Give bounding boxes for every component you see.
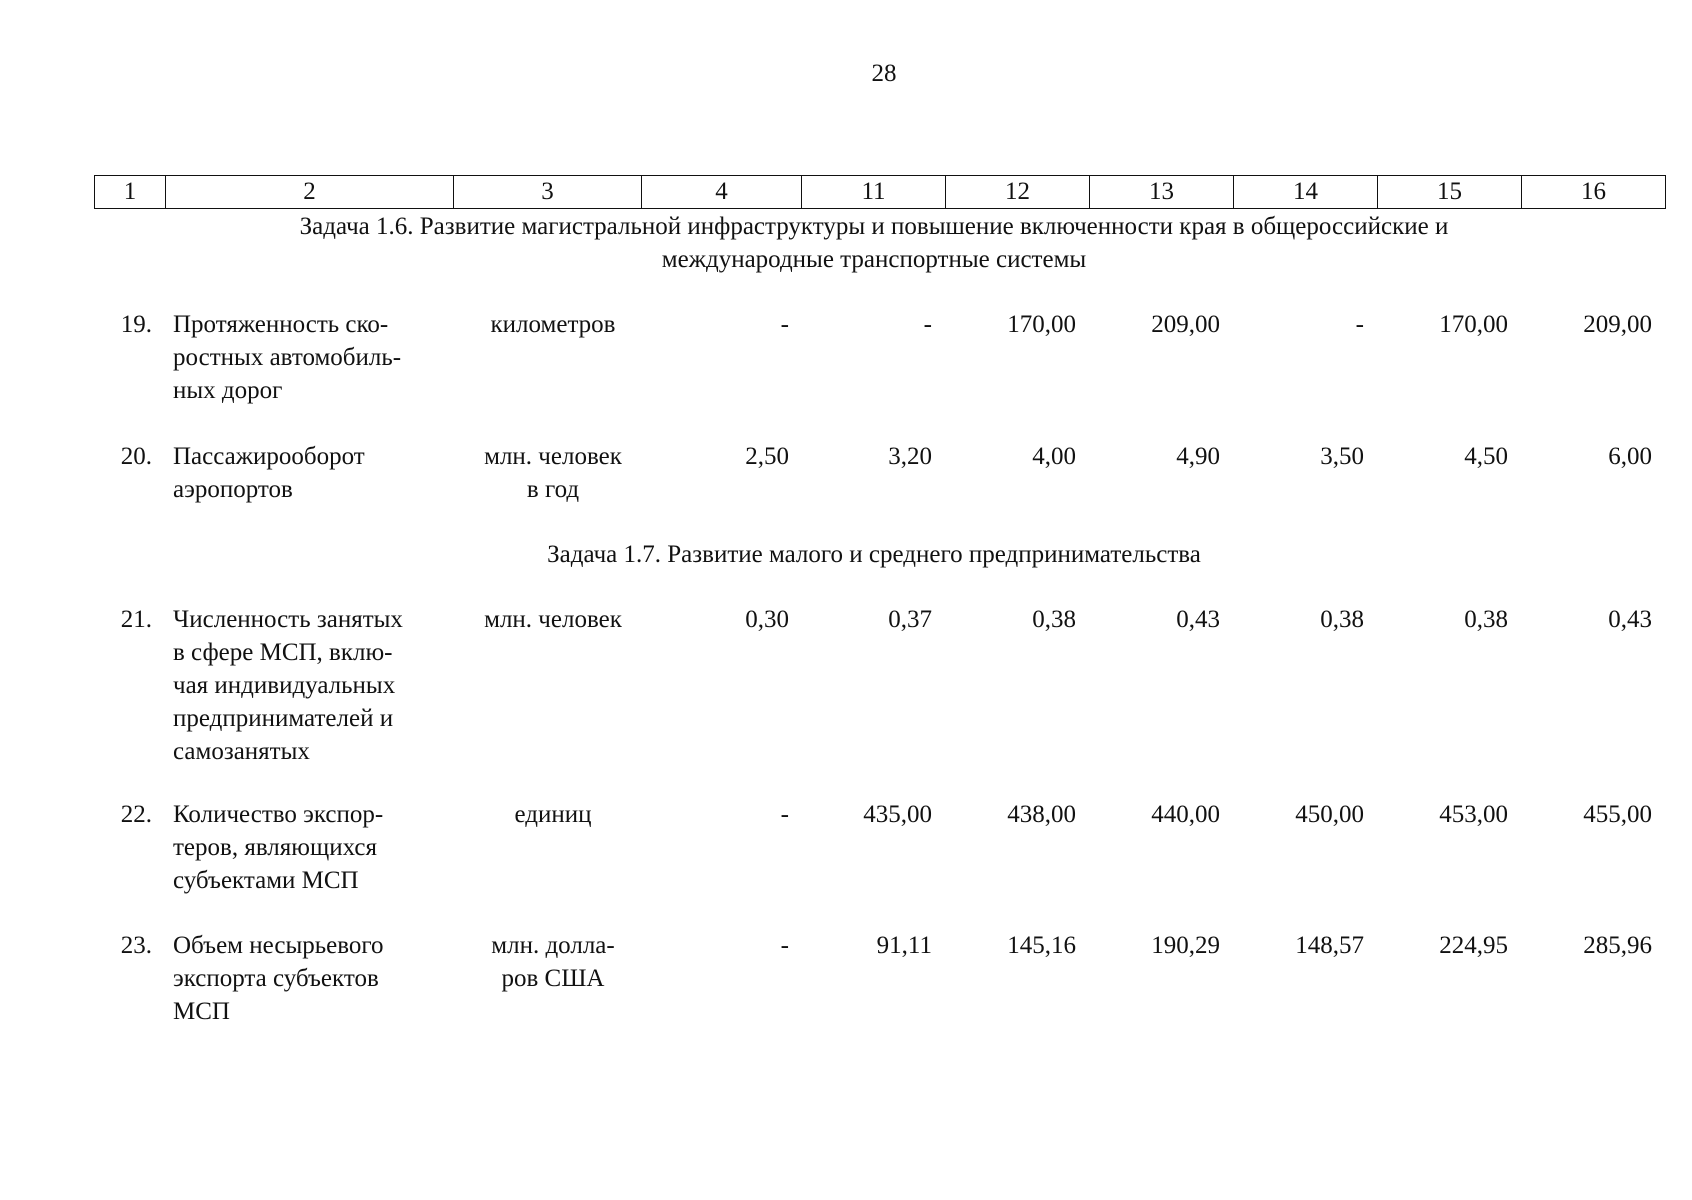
value-col-12: 145,16 — [1007, 932, 1076, 959]
task-heading-1-6 — [94, 210, 1654, 276]
unit-of-measure — [453, 929, 653, 995]
value-col-11: 0,37 — [888, 606, 932, 633]
header-col-11: 11 — [802, 176, 946, 209]
row-number: 22. — [120, 801, 152, 828]
header-col-16: 16 — [1522, 176, 1666, 209]
indicator-name-line: теров, являющихся — [173, 834, 377, 861]
value-col-16: 209,00 — [1583, 311, 1652, 338]
value-col-13: 0,43 — [1176, 606, 1220, 633]
unit-of-measure — [453, 603, 653, 636]
header-col-2: 2 — [166, 176, 454, 209]
indicator-name — [173, 440, 443, 506]
value-col-15: 453,00 — [1439, 801, 1508, 828]
indicator-name-line: Пассажирооборот — [173, 443, 365, 470]
indicator-name-line: чая индивидуальных — [173, 672, 396, 699]
unit-line: млн. долла- — [491, 932, 615, 959]
indicator-name-line: МСП — [173, 998, 230, 1025]
row-number: 20. — [120, 443, 152, 470]
indicator-name-line: Объем несырьевого — [173, 932, 384, 959]
value-col-11: 3,20 — [888, 443, 932, 470]
value-col-11: 91,11 — [876, 932, 932, 959]
indicator-name-line: аэропортов — [173, 476, 293, 503]
unit-of-measure — [453, 798, 653, 831]
value-col-4: - — [780, 932, 789, 959]
value-col-15: 170,00 — [1439, 311, 1508, 338]
value-col-15: 4,50 — [1464, 443, 1508, 470]
header-col-15: 15 — [1378, 176, 1522, 209]
unit-line: млн. человек — [484, 606, 622, 633]
indicator-name-line: Протяженность ско- — [173, 311, 389, 338]
indicator-name-line: экспорта субъектов — [173, 965, 379, 992]
value-col-16: 285,96 — [1583, 932, 1652, 959]
indicator-name — [173, 603, 443, 768]
unit-line: ров США — [501, 965, 605, 992]
header-col-3: 3 — [454, 176, 642, 209]
header-col-4: 4 — [642, 176, 802, 209]
header-col-13: 13 — [1090, 176, 1234, 209]
indicator-name — [173, 308, 443, 407]
unit-line: млн. человек — [484, 443, 622, 470]
indicator-name-line: ростных автомобиль- — [173, 344, 402, 371]
indicator-name-line: Количество экспор- — [173, 801, 384, 828]
value-col-16: 455,00 — [1583, 801, 1652, 828]
value-col-14: 450,00 — [1295, 801, 1364, 828]
unit-of-measure — [453, 440, 653, 506]
value-col-14: - — [1355, 311, 1364, 338]
indicator-name-line: предпринимателей и — [173, 705, 394, 732]
task-heading-line: Задача 1.7. Развитие малого и среднего предпринимательства — [547, 541, 1201, 568]
indicator-name — [173, 929, 443, 1028]
value-col-13: 440,00 — [1151, 801, 1220, 828]
indicator-name-line: в сфере МСП, вклю- — [173, 639, 393, 666]
indicator-name-line: самозанятых — [173, 738, 310, 765]
row-number: 23. — [120, 932, 152, 959]
value-col-12: 4,00 — [1032, 443, 1076, 470]
unit-line: единиц — [514, 801, 592, 828]
value-col-16: 6,00 — [1608, 443, 1652, 470]
indicator-name-line: Численность занятых — [173, 606, 403, 633]
value-col-12: 170,00 — [1007, 311, 1076, 338]
value-col-4: 2,50 — [745, 443, 789, 470]
value-col-14: 0,38 — [1320, 606, 1364, 633]
unit-line: в год — [526, 476, 580, 503]
value-col-4: - — [780, 801, 789, 828]
value-col-15: 224,95 — [1439, 932, 1508, 959]
value-col-11: 435,00 — [863, 801, 932, 828]
task-heading-line: Задача 1.6. Развитие магистральной инфраструктуры и повышение включенности края в общероссийские и — [299, 213, 1449, 240]
value-col-4: - — [780, 311, 789, 338]
value-col-14: 148,57 — [1295, 932, 1364, 959]
header-col-14: 14 — [1234, 176, 1378, 209]
row-number: 21. — [120, 606, 152, 633]
value-col-4: 0,30 — [745, 606, 789, 633]
value-col-14: 3,50 — [1320, 443, 1364, 470]
page-number: 28 — [871, 60, 897, 87]
indicator-name-line: ных дорог — [173, 377, 283, 404]
row-number: 19. — [120, 311, 152, 338]
value-col-13: 209,00 — [1151, 311, 1220, 338]
value-col-12: 0,38 — [1032, 606, 1076, 633]
header-col-1: 1 — [95, 176, 166, 209]
task-heading-1-7 — [94, 538, 1654, 571]
value-col-11: - — [923, 311, 932, 338]
column-number-header — [94, 175, 1666, 209]
task-heading-line: международные транспортные системы — [661, 246, 1087, 273]
value-col-13: 190,29 — [1151, 932, 1220, 959]
header-col-12: 12 — [946, 176, 1090, 209]
value-col-13: 4,90 — [1176, 443, 1220, 470]
unit-line: километров — [490, 311, 616, 338]
value-col-15: 0,38 — [1464, 606, 1508, 633]
unit-of-measure — [453, 308, 653, 341]
value-col-12: 438,00 — [1007, 801, 1076, 828]
indicator-name — [173, 798, 443, 897]
indicator-name-line: субъектами МСП — [173, 867, 359, 894]
value-col-16: 0,43 — [1608, 606, 1652, 633]
